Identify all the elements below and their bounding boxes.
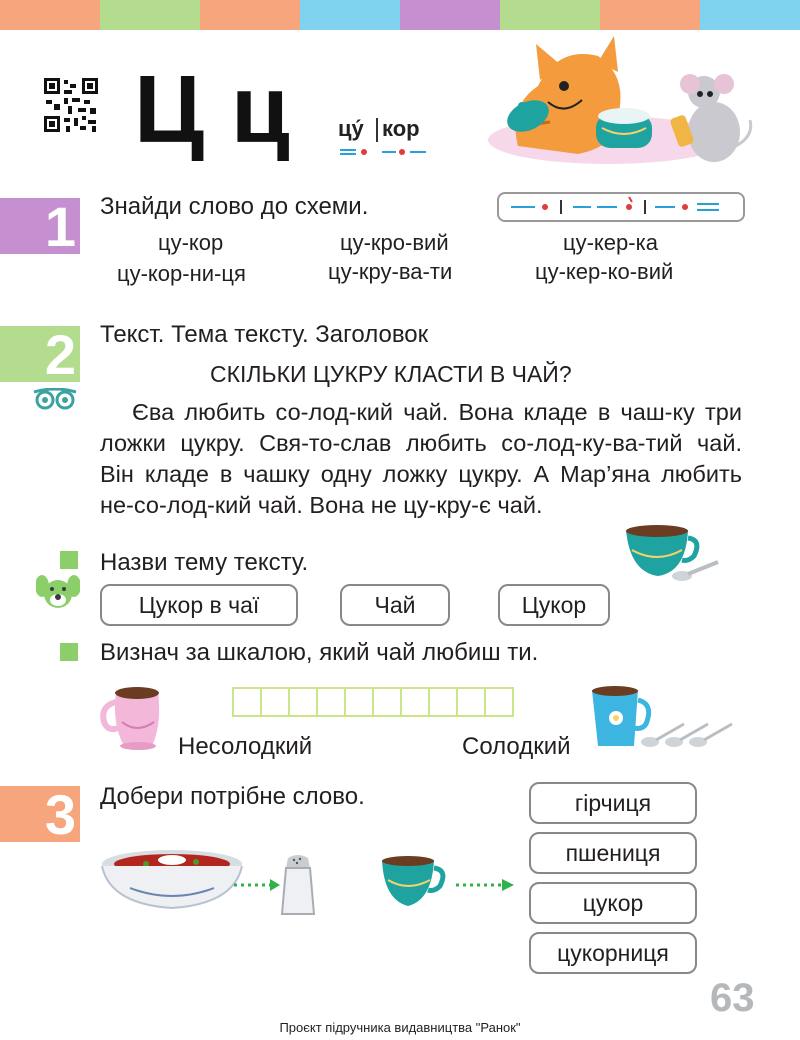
dog-face-icon: [36, 574, 80, 610]
bullet-square: [60, 643, 78, 661]
task-number: 1: [44, 195, 76, 258]
syllable-2: кор: [382, 116, 420, 141]
word-choice-button[interactable]: цукорниця: [529, 932, 697, 974]
word-choice-button[interactable]: пшениця: [529, 832, 697, 874]
topic-option-button[interactable]: Цукор в чаї: [100, 584, 298, 626]
salt-shaker-illustration: [278, 854, 318, 918]
publisher-footer: Проєкт підручника видавництва "Ранок": [279, 1020, 521, 1035]
task2-instruction: Текст. Тема тексту. Заголовок: [100, 321, 429, 348]
word-choice-button[interactable]: гірчиця: [529, 782, 697, 824]
scale-left-label: Несолодкий: [178, 733, 313, 760]
topic-option-button[interactable]: Чай: [340, 584, 450, 626]
word-option[interactable]: цу-кер-ка: [563, 230, 658, 255]
word-option[interactable]: цу-кор: [158, 230, 224, 255]
dotted-arrow-icon: [454, 878, 518, 892]
task-number: 2: [44, 323, 76, 386]
scale-cell[interactable]: [290, 689, 318, 715]
teacup-illustration: [378, 854, 452, 914]
topic-option-button[interactable]: Цукор: [498, 584, 610, 626]
stripe: [500, 0, 600, 30]
stripe: [300, 0, 400, 30]
reading-text: [100, 397, 742, 521]
task-number-badge: [0, 195, 80, 258]
syllable-scheme-word: [338, 116, 430, 156]
scale-right-label: Солодкий: [462, 733, 571, 760]
scale-cell[interactable]: [234, 689, 262, 715]
stripe: [100, 0, 200, 30]
dotted-arrow-icon: [232, 878, 282, 892]
word-choice-button[interactable]: цукор: [529, 882, 697, 924]
bullet-square: [60, 551, 78, 569]
syllable-1: цу́: [338, 116, 364, 141]
page-number: 63: [710, 976, 755, 1020]
task-number-badge: [0, 783, 80, 846]
task2-question2: Визнач за шкалою, який чай любиш ти.: [100, 639, 539, 666]
scale-cell[interactable]: [346, 689, 374, 715]
owl-eyes-icon: [32, 388, 78, 410]
reading-text-body: Єва любить со-лод-кий чай. Вона кладе в чаш-ку три ложки цукру. Свя-то-слав любить со-лод-ку-ва-тий чай. Він кладе в чашку одну ложку цукру. А Мар’яна любить не-со-лод-кий чай. Вона не цу-кру-є чай.: [100, 399, 742, 518]
sweetness-scale[interactable]: [232, 687, 514, 717]
word-option[interactable]: цу-кру-ва-ти: [328, 259, 453, 284]
task1-instruction: Знайди слово до схеми.: [100, 193, 369, 220]
task-number: 3: [44, 783, 76, 846]
task2-question1: Назви тему тексту.: [100, 549, 309, 576]
stripe: [0, 0, 100, 30]
letter-heading: Ц ц: [134, 56, 290, 163]
cat-and-mouse-illustration: [478, 36, 758, 166]
pink-jug-illustration: [100, 684, 172, 754]
stripe: [200, 0, 300, 30]
scale-cell[interactable]: [402, 689, 430, 715]
scale-cell[interactable]: [430, 689, 458, 715]
word-option[interactable]: цу-кор-ни-ця: [117, 261, 246, 286]
teacup-with-spoon-illustration: [618, 524, 722, 588]
stripe: [400, 0, 500, 30]
scale-cell[interactable]: [262, 689, 290, 715]
scale-cell[interactable]: [486, 689, 512, 715]
word-option[interactable]: цу-кро-вий: [340, 230, 449, 255]
sound-scheme-box: [497, 192, 745, 222]
qr-code-icon[interactable]: [42, 76, 100, 134]
task-number-badge: [0, 323, 80, 386]
scale-cell[interactable]: [458, 689, 486, 715]
stripe: [700, 0, 800, 30]
sound-scheme-icon: [499, 194, 743, 220]
word-option[interactable]: цу-кер-ко-вий: [535, 259, 674, 284]
scale-cell[interactable]: [374, 689, 402, 715]
borscht-bowl-illustration: [100, 848, 246, 914]
task3-instruction: Добери потрібне слово.: [100, 783, 365, 810]
syllable-divider: [376, 118, 378, 142]
stripe: [600, 0, 700, 30]
sound-scheme-icon: [338, 144, 430, 158]
mug-with-spoons-illustration: [588, 684, 748, 754]
text-title: СКІЛЬКИ ЦУКРУ КЛАСТИ В ЧАЙ?: [210, 361, 572, 387]
scale-cell[interactable]: [318, 689, 346, 715]
